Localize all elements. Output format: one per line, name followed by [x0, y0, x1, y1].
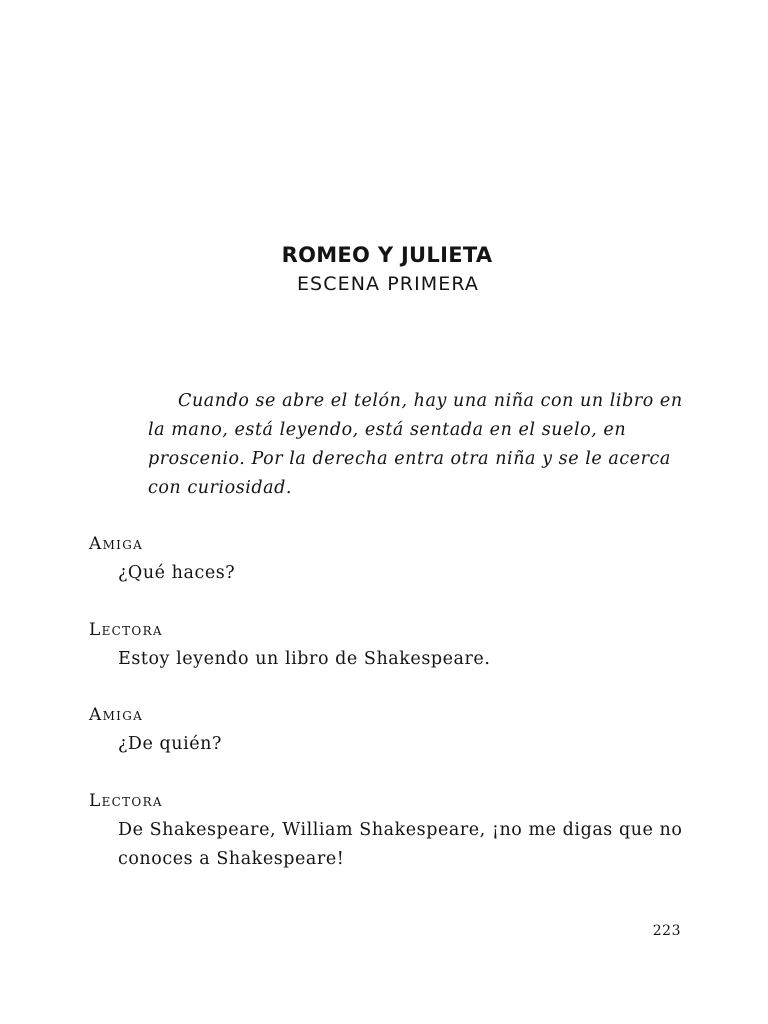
speaker-name: Amiga: [89, 534, 144, 554]
speaker-name: Amiga: [89, 705, 144, 725]
speaker-name: Lectora: [89, 620, 163, 640]
play-title: ROMEO Y JULIETA: [281, 243, 493, 267]
dialogue-line: ¿De quién?: [118, 734, 222, 754]
dialogue-line: Estoy leyendo un libro de Shakespeare.: [118, 649, 491, 669]
scene-title: ESCENA PRIMERA: [296, 273, 480, 295]
speaker-name: Lectora: [89, 791, 163, 811]
dialogue-line: De Shakespeare, William Shakespeare, ¡no me digas que no conoces a Shakespeare!: [118, 820, 683, 869]
dialogue-line: ¿Qué haces?: [118, 563, 236, 583]
page-number: 223: [652, 923, 681, 939]
stage-direction: Cuando se abre el telón, hay una niña con un libro en la mano, está leyendo, está sentada en el suelo, en proscenio. Por la derecha entra otra niña y se le acerca con curiosidad.: [148, 391, 683, 498]
